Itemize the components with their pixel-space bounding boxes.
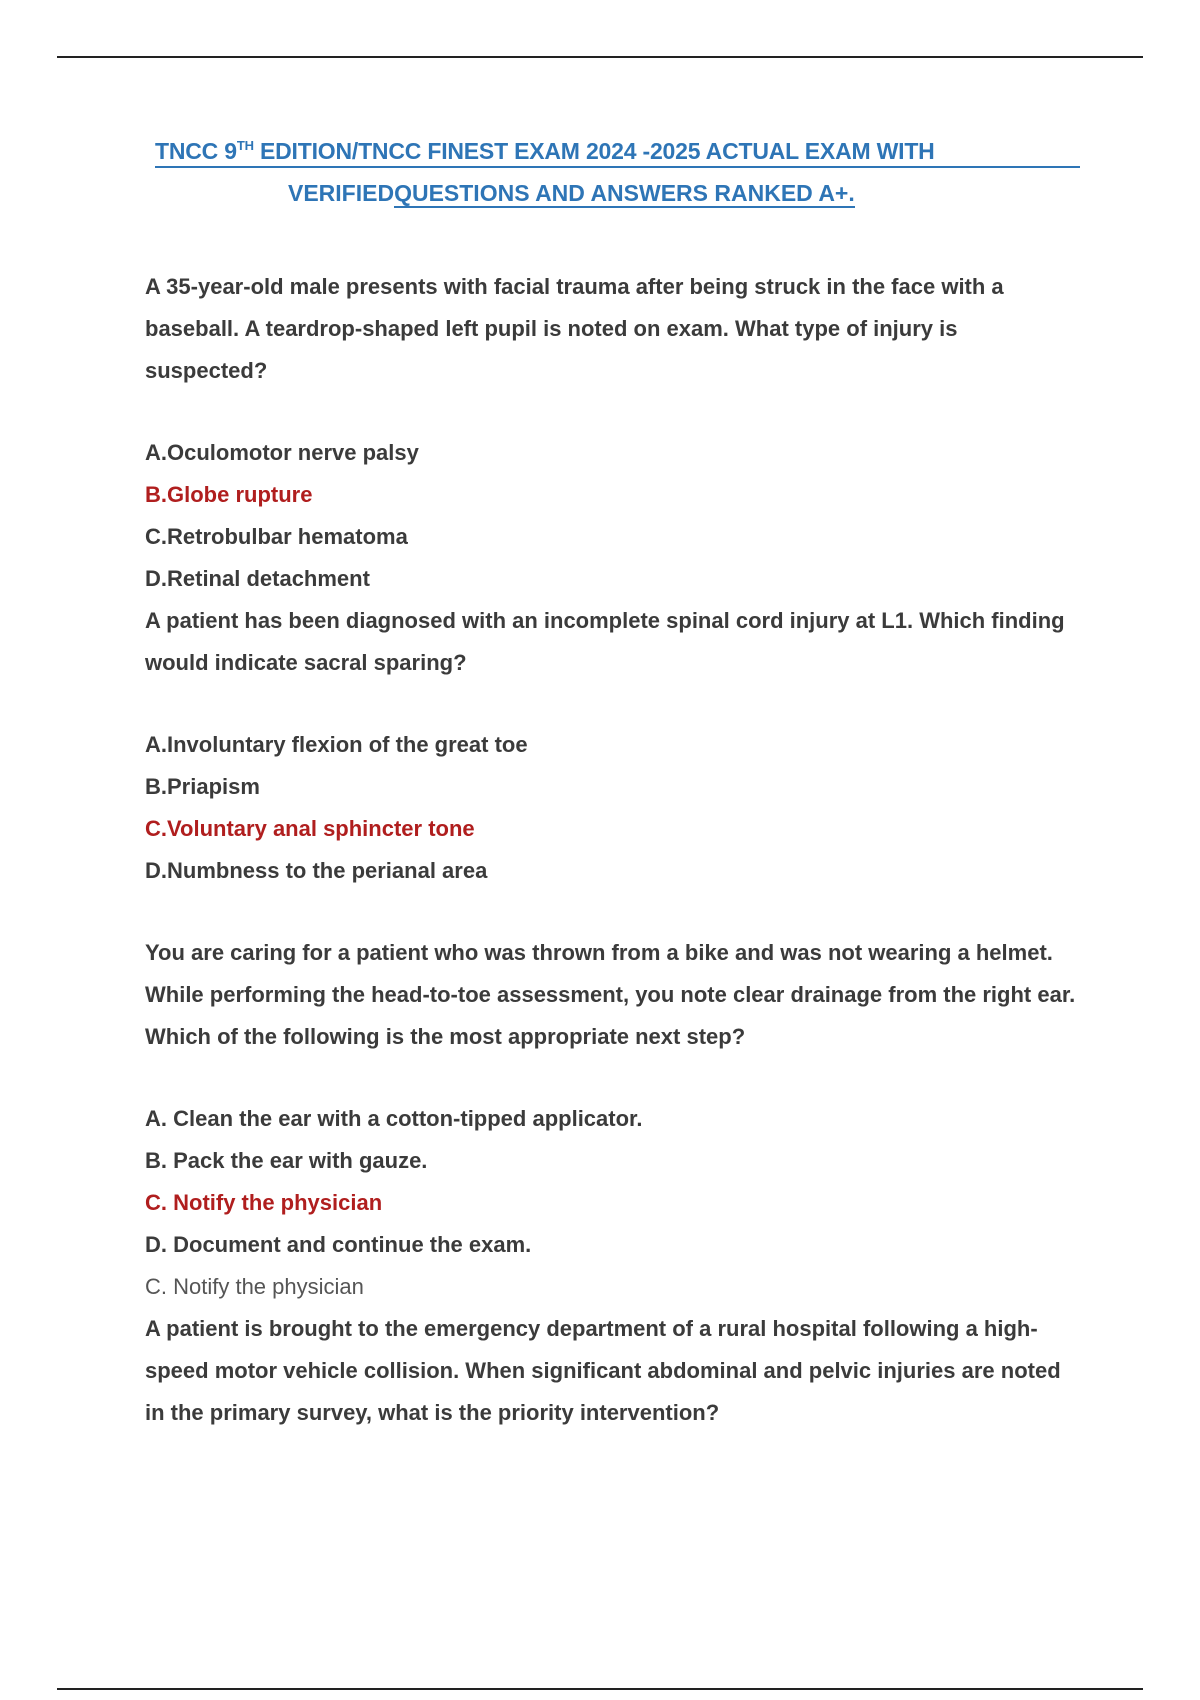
answer-option: D.Retinal detachment (145, 566, 370, 591)
top-rule (57, 56, 1143, 58)
answer-option: D.Numbness to the perianal area (145, 858, 488, 883)
question-text: A patient has been diagnosed with an incomplete spinal cord injury at L1. Which finding would indicate sacral sparing? (145, 608, 1065, 675)
document-title (155, 138, 1080, 207)
question-block-4 (145, 1308, 1080, 1434)
exam-content (145, 266, 1080, 1434)
question-block-1 (145, 266, 1080, 600)
answer-option: B. Pack the ear with gauze. (145, 1148, 428, 1173)
title-line2-plain: VERIFIED (288, 180, 395, 206)
answer-option: A. Clean the ear with a cotton-tipped applicator. (145, 1106, 643, 1131)
question-text: A patient is brought to the emergency department of a rural hospital following a high-speed motor vehicle collision. When significant abdominal and pelvic injuries are noted in the primary survey, what is the priority intervention? (145, 1316, 1061, 1425)
correct-answer-option: C.Voluntary anal sphincter tone (145, 816, 475, 841)
correct-answer-option: B.Globe rupture (145, 482, 313, 507)
answer-note: C. Notify the physician (145, 1274, 364, 1299)
answer-option: C.Retrobulbar hematoma (145, 524, 408, 549)
question-text: You are caring for a patient who was thrown from a bike and was not wearing a helmet. While performing the head-to-toe assessment, you note clear drainage from the right ear. Which of the following is the most appropriate next step? (145, 940, 1076, 1049)
title-line-2 (155, 180, 1080, 207)
title-line-1 (155, 138, 1080, 168)
title-text-part2: EDITION/TNCC FINEST EXAM 2024 -2025 ACTUAL EXAM WITH (253, 138, 935, 164)
answer-option: B.Priapism (145, 774, 260, 799)
answer-option: A.Oculomotor nerve palsy (145, 440, 419, 465)
question-block-3 (145, 932, 1080, 1308)
title-line2-underlined: QUESTIONS AND ANSWERS RANKED A+. (394, 180, 855, 206)
correct-answer-option: C. Notify the physician (145, 1190, 383, 1215)
title-text-part1: TNCC 9 (155, 138, 237, 164)
title-superscript: TH (236, 138, 254, 153)
question-text: A 35-year-old male presents with facial trauma after being struck in the face with a baseball. A teardrop-shaped left pupil is noted on exam. What type of injury is suspected? (145, 274, 1004, 383)
answer-option: A.Involuntary flexion of the great toe (145, 732, 528, 757)
bottom-rule (57, 1688, 1143, 1690)
question-block-2 (145, 600, 1080, 892)
answer-option: D. Document and continue the exam. (145, 1232, 532, 1257)
